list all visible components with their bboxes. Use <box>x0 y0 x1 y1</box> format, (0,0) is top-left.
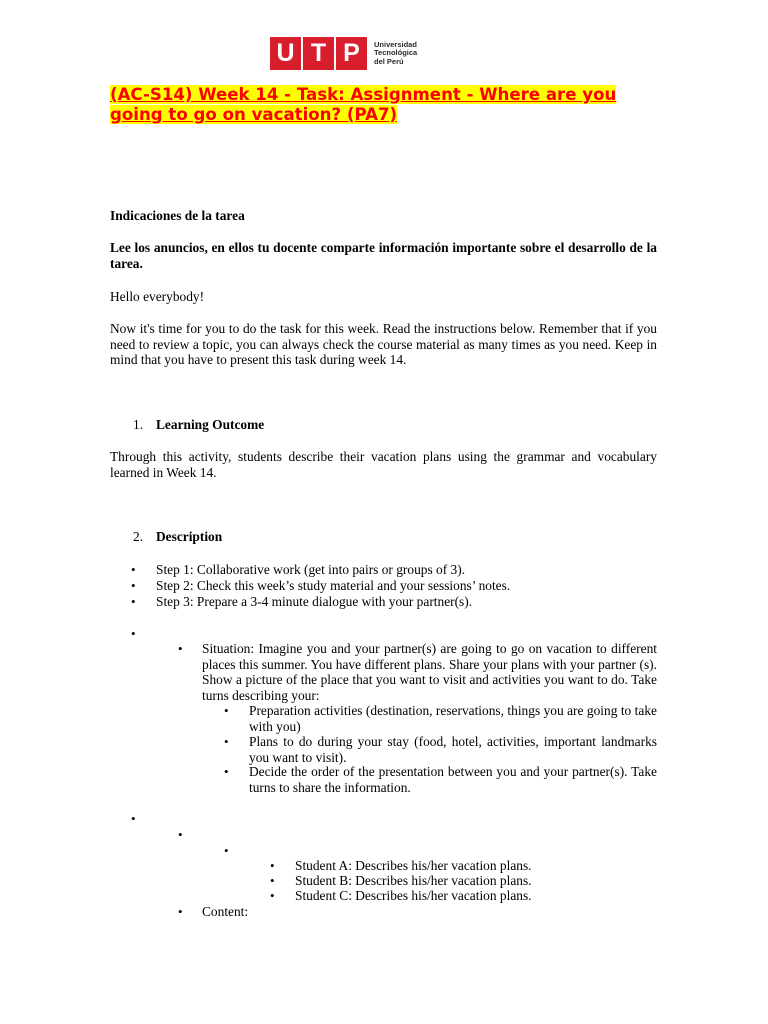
bullet-icon: • <box>270 888 275 903</box>
logo-letter-u: U <box>270 37 301 70</box>
title-text: (AC-S14) Week 14 - Task: Assignment - Where are you going to go on vacation? (PA7) <box>110 85 617 124</box>
section1-number: 1. <box>133 417 144 432</box>
section1-title: Learning Outcome <box>156 417 265 432</box>
page-title <box>110 85 660 125</box>
bullet-icon: • <box>131 562 136 577</box>
bullet-icon: • <box>224 703 229 718</box>
situation-text: Situation: Imagine you and your partner(s) are going to go on vacation to different places this summer. You have different plans. Share your plans with your partner (s). Show a picture of the place that you want to visit and activities you want to do. Take turns describing your: <box>202 641 657 703</box>
student-item: Student C: Describes his/her vacation plans. <box>295 888 532 903</box>
section2-title: Description <box>156 529 223 544</box>
bullet-icon: • <box>178 904 183 919</box>
intro-paragraph: Now it's time for you to do the task for this week. Read the instructions below. Remember that if you need to review a topic, you can always check the course material as many times as you need. Keep in mind that you have to present this task during week 14. <box>110 321 657 367</box>
bullet-icon: • <box>224 734 229 749</box>
logo-letter-t: T <box>303 37 334 70</box>
bullet-icon: • <box>131 594 136 609</box>
sub-item: Decide the order of the presentation between you and your partner(s). Take turns to share the information. <box>249 764 657 795</box>
bullet-icon: • <box>131 626 136 641</box>
step-item: Step 3: Prepare a 3-4 minute dialogue with your partner(s). <box>156 594 473 609</box>
bullet-icon: • <box>270 873 275 888</box>
section-heading: Indicaciones de la tarea <box>110 208 245 223</box>
bullet-icon: • <box>224 764 229 779</box>
utp-logo <box>270 37 417 70</box>
logo-letter-p: P <box>336 37 367 70</box>
sub-item: Preparation activities (destination, reservations, things you are going to take with you) <box>249 703 657 734</box>
content-label: Content: <box>202 904 249 919</box>
bullet-icon: • <box>270 858 275 873</box>
student-item: Student B: Describes his/her vacation plans. <box>295 873 532 888</box>
bullet-icon: • <box>131 811 136 826</box>
bullet-icon: • <box>224 843 229 858</box>
announcement-text: Lee los anuncios, en ellos tu docente comparte información importante sobre el desarrollo de la tarea. <box>110 240 657 271</box>
logo-university-name: Universidad Tecnológica del Perú <box>374 39 418 66</box>
section2-number: 2. <box>133 529 144 544</box>
bullet-icon: • <box>131 578 136 593</box>
student-item: Student A: Describes his/her vacation plans. <box>295 858 532 873</box>
section1-text: Through this activity, students describe their vacation plans using the grammar and vocabulary learned in Week 14. <box>110 449 657 480</box>
step-item: Step 2: Check this week’s study material and your sessions’ notes. <box>156 578 511 593</box>
step-item: Step 1: Collaborative work (get into pairs or groups of 3). <box>156 562 466 577</box>
greeting-text: Hello everybody! <box>110 289 205 304</box>
bullet-icon: • <box>178 641 183 656</box>
sub-item: Plans to do during your stay (food, hotel, activities, important landmarks you want to visit). <box>249 734 657 765</box>
bullet-icon: • <box>178 827 183 842</box>
